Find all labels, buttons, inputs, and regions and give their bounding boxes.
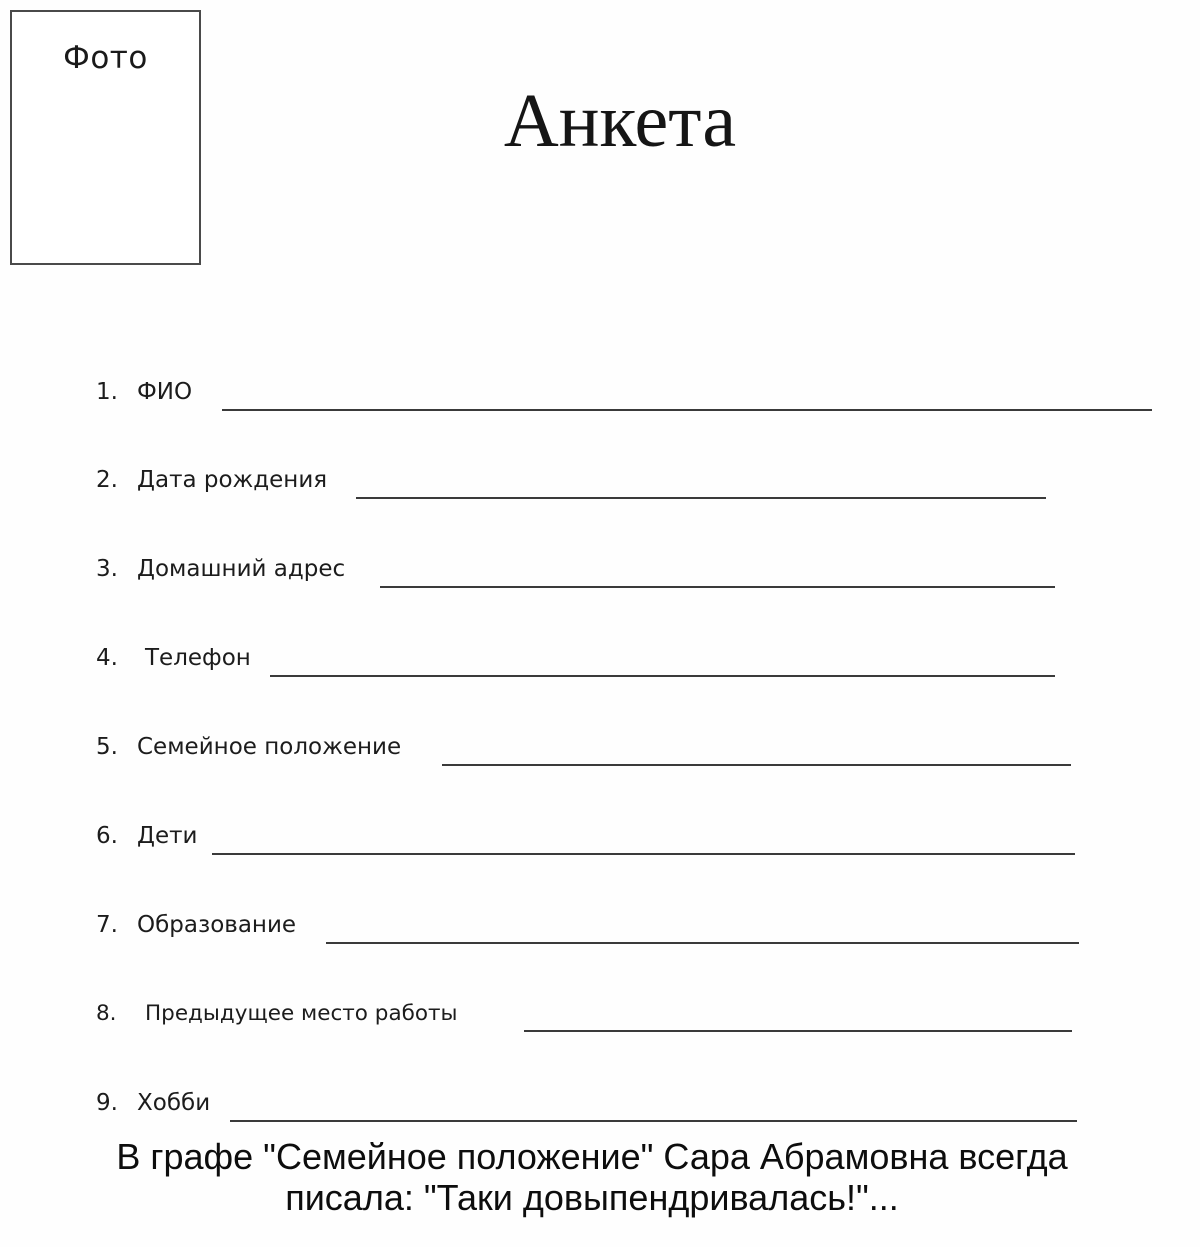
- field-label-text: Телефон: [145, 645, 251, 671]
- field-children: [96, 815, 1076, 855]
- joke-caption: [0, 1136, 1184, 1218]
- photo-placeholder-box: [10, 10, 201, 265]
- field-home-address: [96, 548, 1056, 588]
- education-input-line[interactable]: [326, 942, 1079, 944]
- field-label-text: Образование: [137, 912, 297, 938]
- full-name-input-line[interactable]: [222, 409, 1152, 411]
- caption-line-2: писала: "Таки довыпендривалась!"...: [285, 1177, 899, 1218]
- field-number: 6.: [96, 823, 118, 849]
- field-label: [96, 556, 345, 582]
- field-label: [96, 823, 197, 849]
- birth-date-input-line[interactable]: [356, 497, 1046, 499]
- field-label: [96, 734, 401, 760]
- field-label-text: Дети: [137, 823, 198, 849]
- field-education: [96, 904, 1086, 944]
- field-number: 5.: [96, 734, 118, 760]
- field-label-text: Дата рождения: [137, 467, 328, 493]
- field-number: 3.: [96, 556, 118, 582]
- field-label: [96, 645, 251, 671]
- field-marital-status: [96, 726, 1076, 766]
- field-label: [96, 912, 296, 938]
- field-label: [96, 1001, 458, 1026]
- caption-line-1: В графе "Семейное положение" Сара Абрамовна всегда: [116, 1136, 1068, 1177]
- field-label: [96, 467, 327, 493]
- field-phone: [96, 637, 1056, 677]
- field-number: 1.: [96, 379, 118, 405]
- field-number: 4.: [96, 645, 118, 671]
- children-input-line[interactable]: [212, 853, 1075, 855]
- field-label: [96, 379, 192, 405]
- field-label-text: Семейное положение: [137, 734, 402, 760]
- field-full-name: [96, 371, 1156, 411]
- hobbies-input-line[interactable]: [230, 1120, 1077, 1122]
- field-number: 8.: [96, 1001, 117, 1026]
- field-previous-workplace: [96, 992, 1076, 1032]
- field-hobbies: [96, 1082, 1086, 1122]
- marital-status-input-line[interactable]: [442, 764, 1071, 766]
- field-label-text: Домашний адрес: [137, 556, 346, 582]
- field-label-text: Хобби: [137, 1090, 211, 1116]
- field-label-text: ФИО: [137, 379, 193, 405]
- field-number: 7.: [96, 912, 118, 938]
- photo-label: Фото: [63, 40, 148, 76]
- phone-input-line[interactable]: [270, 675, 1055, 677]
- field-number: 9.: [96, 1090, 118, 1116]
- page-title: Анкета: [503, 79, 737, 163]
- previous-workplace-input-line[interactable]: [524, 1030, 1072, 1032]
- field-number: 2.: [96, 467, 118, 493]
- field-birth-date: [96, 459, 1056, 499]
- field-label: [96, 1090, 210, 1116]
- field-label-text: Предыдущее место работы: [145, 1001, 458, 1026]
- home-address-input-line[interactable]: [380, 586, 1055, 588]
